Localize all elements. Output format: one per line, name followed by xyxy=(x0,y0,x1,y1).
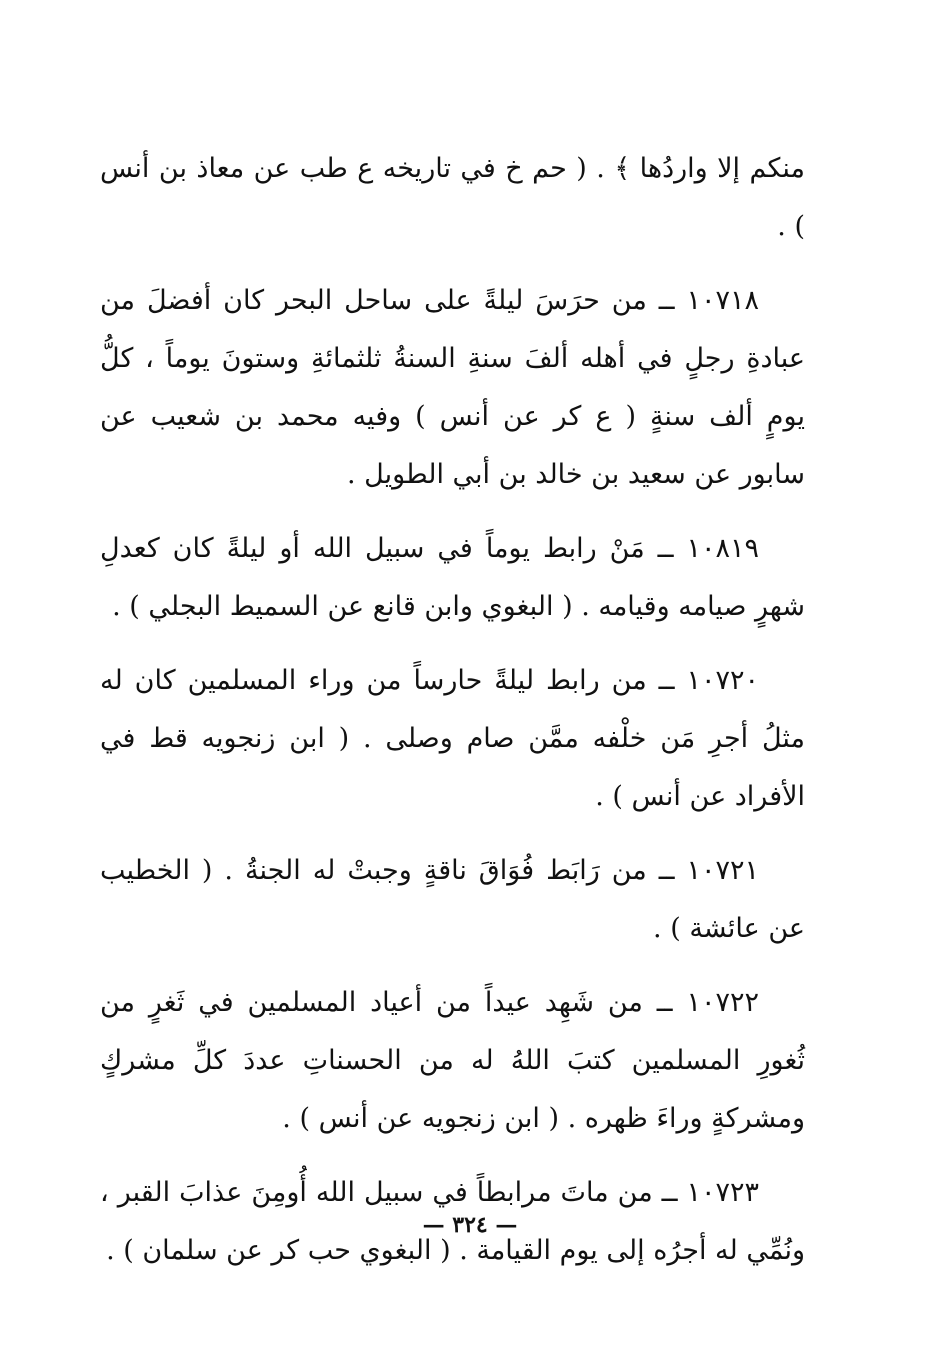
hadith-10720: ١٠٧٢٠ ــ من رابط ليلةً حارساً من وراء المسلمين كان له مثلُ أجرِ مَن خلْفه ممَّن صام وصلى . ( ابن زنجويه قط في الأفراد عن أنس ) . xyxy=(100,665,805,812)
hadith-10721: ١٠٧٢١ ــ من رَابَط فُوَاقَ ناقةٍ وجبتْ له الجنةُ . ( الخطيب عن عائشة ) . xyxy=(100,855,805,944)
continuation-paragraph: منكم إلا واردُها ﴾ . ( حم خ في تاريخه ع طب عن معاذ بن أنس ) . xyxy=(100,153,805,242)
page-number: — ٣٢٤ — xyxy=(422,1212,518,1238)
hadith-10819: ١٠٨١٩ ــ مَنْ رابط يوماً في سبيل الله أو ليلةً كان كعدلِ شهرٍ صيامه وقيامه . ( البغوي وابن قانع عن السميط البجلي ) . xyxy=(100,533,805,622)
hadith-10723: ١٠٧٢٣ ــ من ماتَ مرابطاً في سبيل الله أُومِنَ عذابَ القبر ، ونُمِّي له أجرُه إلى يوم القيامة . ( البغوي حب كر عن سلمان ) . xyxy=(100,1177,805,1266)
hadith-10722: ١٠٧٢٢ ــ من شَهِد عيداً من أعياد المسلمين في ثَغرٍ من ثُغورِ المسلمين كتبَ اللهُ له من الحسناتِ عددَ كلِّ مشركٍ ومشركةٍ وراءَ ظهره . ( ابن زنجويه عن أنس ) . xyxy=(100,987,805,1134)
hadith-10718: ١٠٧١٨ ــ من حرَسَ ليلةً على ساحل البحر كان أفضلَ من عبادةِ رجلٍ في أهله ألفَ سنةِ السنةُ ثلثمائةِ وستونَ يوماً ، كلُّ يومٍ ألف سنةٍ ( ع كر عن أنس ) وفيه محمد بن شعيب عن سابور عن سعيد بن خالد بن أبي الطويل . xyxy=(100,285,805,490)
main-text xyxy=(100,140,805,1296)
